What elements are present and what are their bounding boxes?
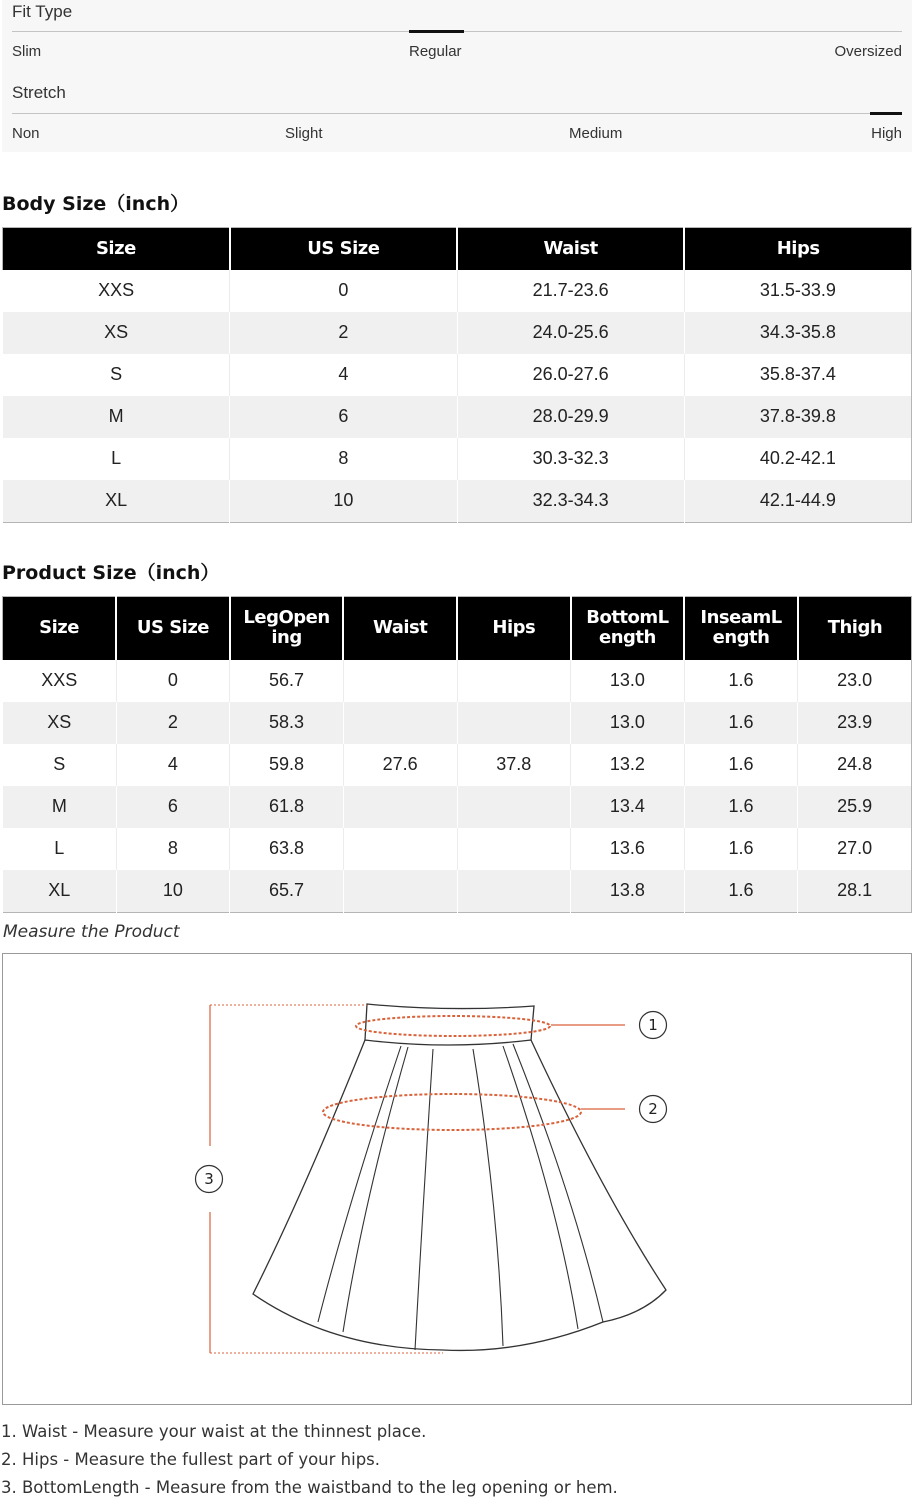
table-cell: 27.6 [343,744,457,786]
fit-type-marker [409,30,464,33]
table-cell [343,828,457,870]
fit-option-slim: Slim [12,43,42,60]
table-cell: 34.3-35.8 [684,312,911,354]
table-row [3,354,912,396]
fit-panel [2,0,912,152]
table-cell: 65.7 [230,870,344,913]
table-cell: 1.6 [684,744,798,786]
skirt-diagram [2,953,912,1405]
table-cell [457,702,571,744]
table-cell: 13.2 [571,744,685,786]
measurement-notes [1,1418,618,1502]
stretch-scale [12,113,902,114]
note-bottom-length: 3. BottomLength - Measure from the waistband to the leg opening or hem. [1,1478,618,1497]
stretch-option-non: Non [12,125,40,142]
measure-title: Measure the Product [3,922,180,942]
table-cell: 0 [230,270,457,312]
table-cell: M [3,396,230,438]
header-hips: Hips [457,597,571,660]
table-cell: 27.0 [798,828,912,870]
fit-option-oversized: Oversized [834,43,902,60]
callout-2-number: 2 [648,1100,658,1118]
table-header-row [3,597,912,660]
table-cell: 2 [230,312,457,354]
header-waist: Waist [343,597,457,660]
table-row [3,828,912,870]
table-cell: 4 [116,744,230,786]
table-cell [343,786,457,828]
product-size-title: Product Size（inch） [2,562,220,584]
skirt-illustration [3,954,911,1404]
stretch-option-high: High [871,125,902,142]
table-row [3,438,912,480]
table-cell: 25.9 [798,786,912,828]
table-cell: 31.5-33.9 [684,270,911,312]
stretch-marker [870,112,902,115]
header-us-size: US Size [116,597,230,660]
table-row [3,312,912,354]
callout-3 [196,1166,223,1193]
table-cell: 59.8 [230,744,344,786]
table-row [3,786,912,828]
table-cell: 23.0 [798,660,912,702]
header-us-size: US Size [230,228,457,270]
table-cell: M [3,786,117,828]
table-cell: 28.1 [798,870,912,913]
header-hips: Hips [684,228,911,270]
table-cell: 1.6 [684,828,798,870]
table-cell [457,786,571,828]
table-cell: 6 [230,396,457,438]
table-cell: 37.8-39.8 [684,396,911,438]
table-row [3,702,912,744]
table-cell: XL [3,480,230,523]
table-cell: 61.8 [230,786,344,828]
table-cell: 21.7-23.6 [457,270,684,312]
table-cell [457,870,571,913]
table-cell: S [3,744,117,786]
table-cell: 24.8 [798,744,912,786]
table-row [3,270,912,312]
callout-1-number: 1 [648,1016,658,1034]
table-cell: 13.0 [571,702,685,744]
table-cell: 24.0-25.6 [457,312,684,354]
header-size: Size [3,597,117,660]
table-cell: S [3,354,230,396]
table-cell: L [3,438,230,480]
table-cell: 8 [116,828,230,870]
fit-type-label: Fit Type [12,2,73,21]
stretch-label: Stretch [12,83,66,102]
table-cell: 58.3 [230,702,344,744]
table-row [3,480,912,523]
header-size: Size [3,228,230,270]
table-cell [343,870,457,913]
body-size-table [2,227,912,523]
table-cell: 42.1-44.9 [684,480,911,523]
note-hips: 2. Hips - Measure the fullest part of your hips. [1,1450,381,1469]
table-cell: 63.8 [230,828,344,870]
callout-3-number: 3 [204,1170,214,1188]
table-cell: 13.6 [571,828,685,870]
table-cell: 1.6 [684,786,798,828]
table-cell: 28.0-29.9 [457,396,684,438]
table-cell [343,702,457,744]
table-cell: 1.6 [684,660,798,702]
table-cell: XS [3,312,230,354]
stretch-option-slight: Slight [285,125,323,142]
note-waist: 1. Waist - Measure your waist at the thinnest place. [1,1422,427,1441]
table-cell: 37.8 [457,744,571,786]
table-cell: 1.6 [684,702,798,744]
header-thigh: Thigh [798,597,912,660]
table-cell: 4 [230,354,457,396]
table-row [3,660,912,702]
callout-2 [640,1096,667,1123]
table-cell: 1.6 [684,870,798,913]
table-cell: 6 [116,786,230,828]
table-cell: L [3,828,117,870]
table-row [3,396,912,438]
table-cell: 13.0 [571,660,685,702]
table-cell: XL [3,870,117,913]
table-cell [343,660,457,702]
table-cell: 56.7 [230,660,344,702]
stretch-option-medium: Medium [569,125,623,142]
table-cell [457,660,571,702]
table-header-row [3,228,912,270]
table-cell: XXS [3,660,117,702]
header-leg-opening: LegOpen ing [230,597,344,660]
table-row [3,744,912,786]
body-size-title: Body Size（inch） [2,193,190,215]
header-bottom-length: BottomL ength [571,597,685,660]
table-cell: 10 [230,480,457,523]
table-cell: XXS [3,270,230,312]
table-cell: 0 [116,660,230,702]
table-cell: 8 [230,438,457,480]
table-cell: XS [3,702,117,744]
table-cell: 35.8-37.4 [684,354,911,396]
product-size-table [2,596,912,913]
header-inseam-length: InseamL ength [684,597,798,660]
table-cell [457,828,571,870]
table-cell: 30.3-32.3 [457,438,684,480]
table-row [3,870,912,913]
header-waist: Waist [457,228,684,270]
fit-option-regular: Regular [409,43,462,60]
table-cell: 26.0-27.6 [457,354,684,396]
table-cell: 2 [116,702,230,744]
table-cell: 13.4 [571,786,685,828]
skirt-body [253,1040,666,1350]
table-cell: 13.8 [571,870,685,913]
table-cell: 40.2-42.1 [684,438,911,480]
callout-1 [640,1012,667,1039]
skirt-waistband [365,1004,534,1045]
table-cell: 10 [116,870,230,913]
table-cell: 32.3-34.3 [457,480,684,523]
table-cell: 23.9 [798,702,912,744]
